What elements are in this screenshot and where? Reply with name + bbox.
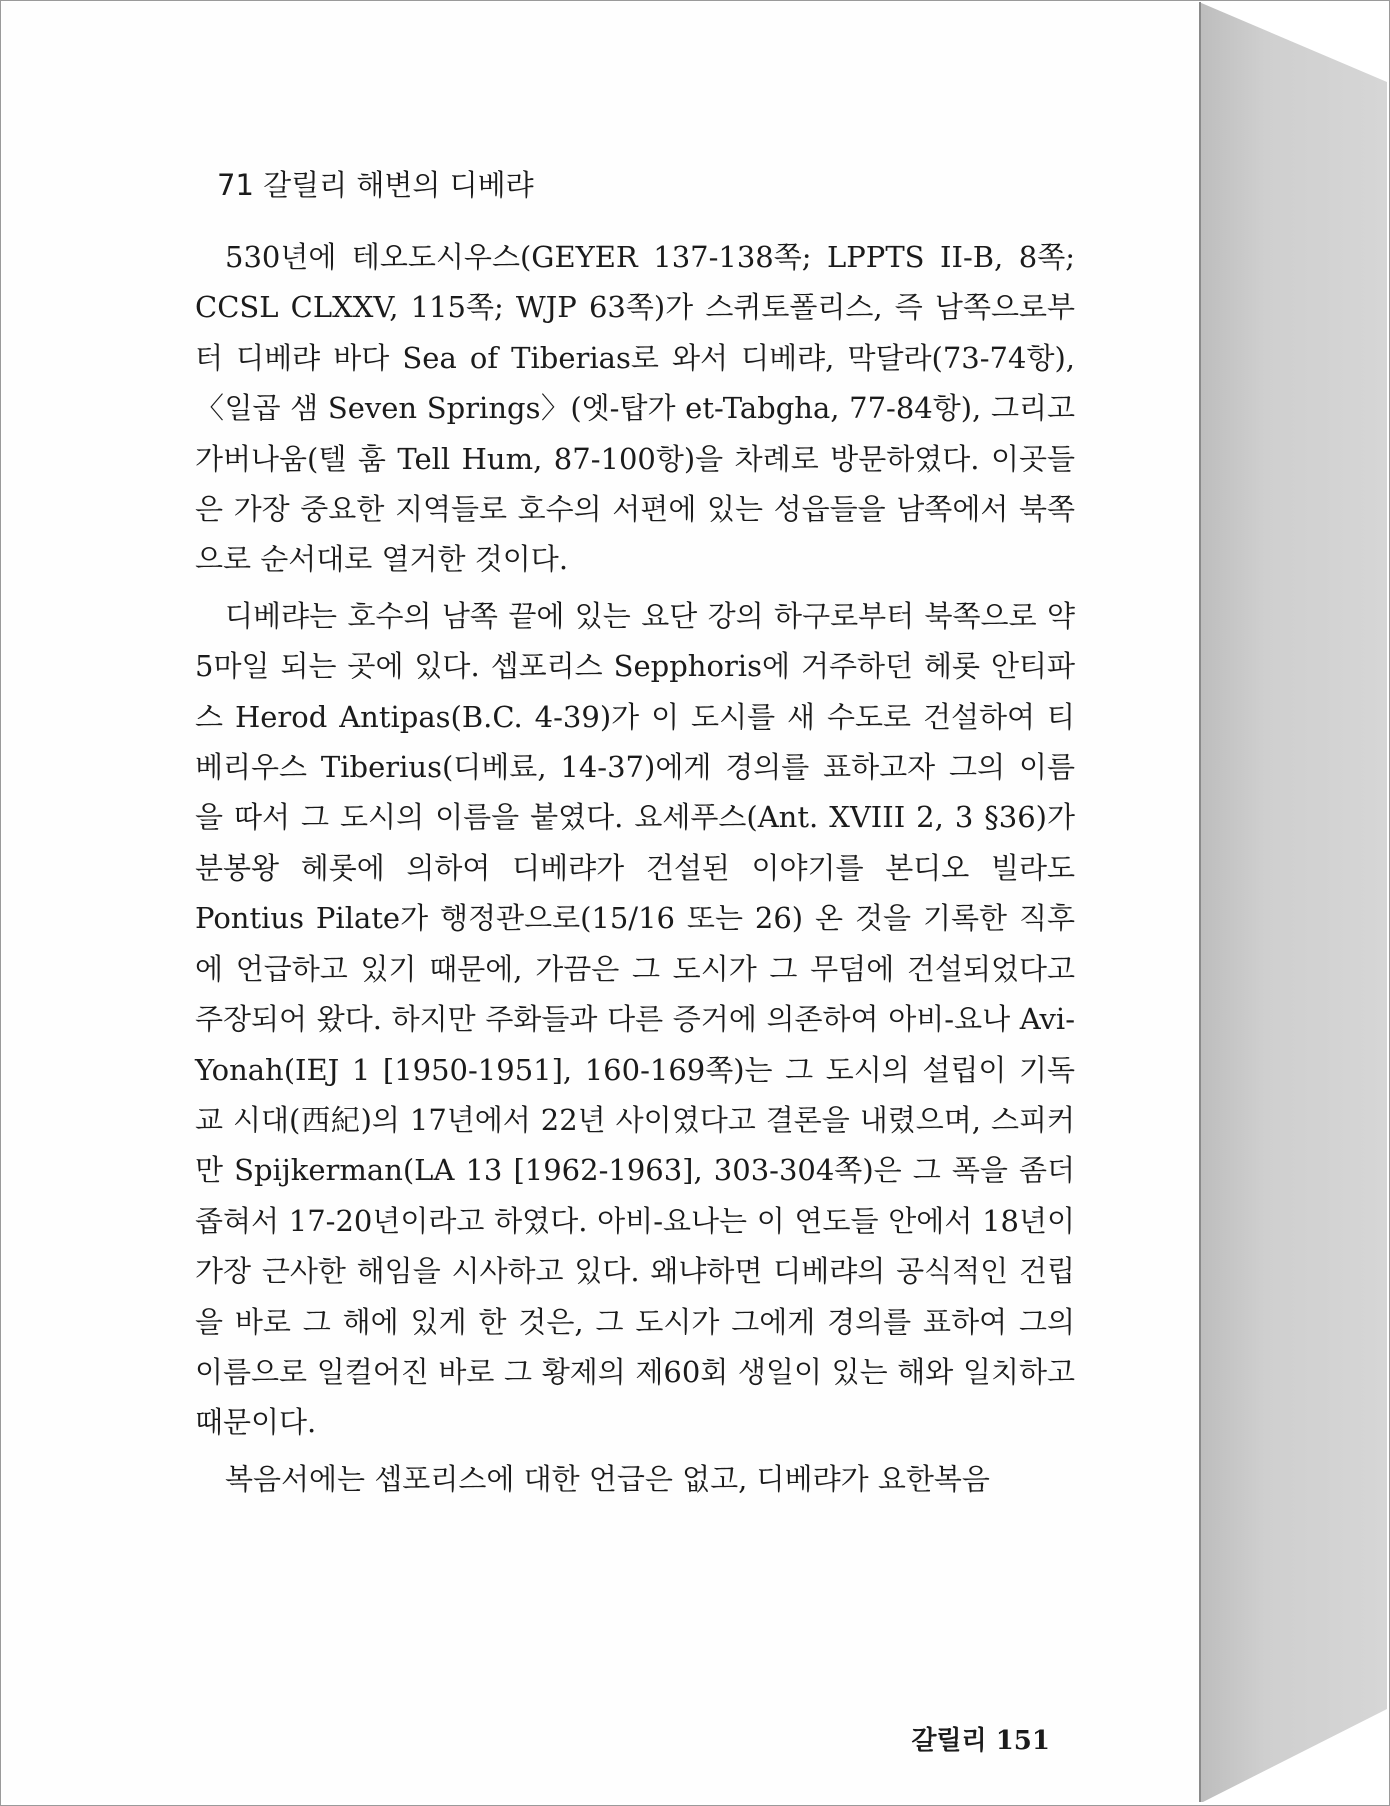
section-heading: 71 갈릴리 해변의 디베랴 bbox=[217, 168, 534, 202]
page-folio: 갈릴리 151 bbox=[911, 1726, 1050, 1756]
page-content bbox=[195, 160, 1075, 1756]
book-edge-line bbox=[1199, 2, 1201, 1802]
book-edge bbox=[1199, 2, 1387, 1802]
paragraph-2: 디베랴는 호수의 남쪽 끝에 있는 요단 강의 하구로부터 북쪽으로 약 5마일 되는 곳에 있다. 셉포리스 Sepphoris에 거주하던 헤롯 안티파스 Herod Antipas(B.C. 4-39)가 이 도시를 새 수도로 건설하여 티베리우스 Tiberius(디베료, 14-37)에게 경의를 표하고자 그의 이름을 따서 그 도시의 이름을 붙였다. 요세푸스(Ant. XVIII 2, 3 §36)가 분봉왕 헤롯에 의하여 디베랴가 건설된 이야기를 본디오 빌라도 Pontius Pilate가 행정관으로(15/16 또는 26) 온 것을 기록한 직후에 언급하고 있기 때문에, 가끔은 그 도시가 그 무덤에 건설되었다고 주장되어 왔다. 하지만 주화들과 다른 증거에 의존하여 아비-요나 Avi-Yonah(IEJ 1 [1950-1951], 160-169쪽)는 그 도시의 설립이 기독교 시대(西紀)의 17년에서 22년 사이였다고 결론을 내렸으며, 스피커만 Spijkerman(LA 13 [1962-1963], 303-304쪽)은 그 폭을 좀더 좁혀서 17-20년이라고 하였다. 아비-요나는 이 연도들 안에서 18년이 가장 근사한 해임을 시사하고 있다. 왜냐하면 디베랴의 공식적인 건립을 바로 그 해에 있게 한 것은, 그 도시가 그에게 경의를 표하여 그의 이름으로 일컬어진 바로 그 황제의 제60회 생일이 있는 해와 일치하고 때문이다. bbox=[195, 598, 1075, 1440]
paragraph-1: 530년에 테오도시우스(GEYER 137-138쪽; LPPTS II-B, 8쪽; CCSL CLXXV, 115쪽; WJP 63쪽)가 스퀴토폴리스, 즉 남쪽으로부터 디베랴 바다 Sea of Tiberias로 와서 디베랴, 막달라(73-74항), 〈일곱 샘 Seven Springs〉(엣-탑가 et-Tabgha, 77-84항), 그리고 가버나움(텔 훔 Tell Hum, 87-100항)을 차례로 방문하였다. 이곳들은 가장 중요한 지역들로 호수의 서편에 있는 성읍들을 남쪽에서 북쪽으로 순서대로 열거한 것이다. bbox=[195, 240, 1075, 577]
paragraph-3: 복음서에는 셉포리스에 대한 언급은 없고, 디베랴가 요한복음 bbox=[225, 1461, 990, 1496]
